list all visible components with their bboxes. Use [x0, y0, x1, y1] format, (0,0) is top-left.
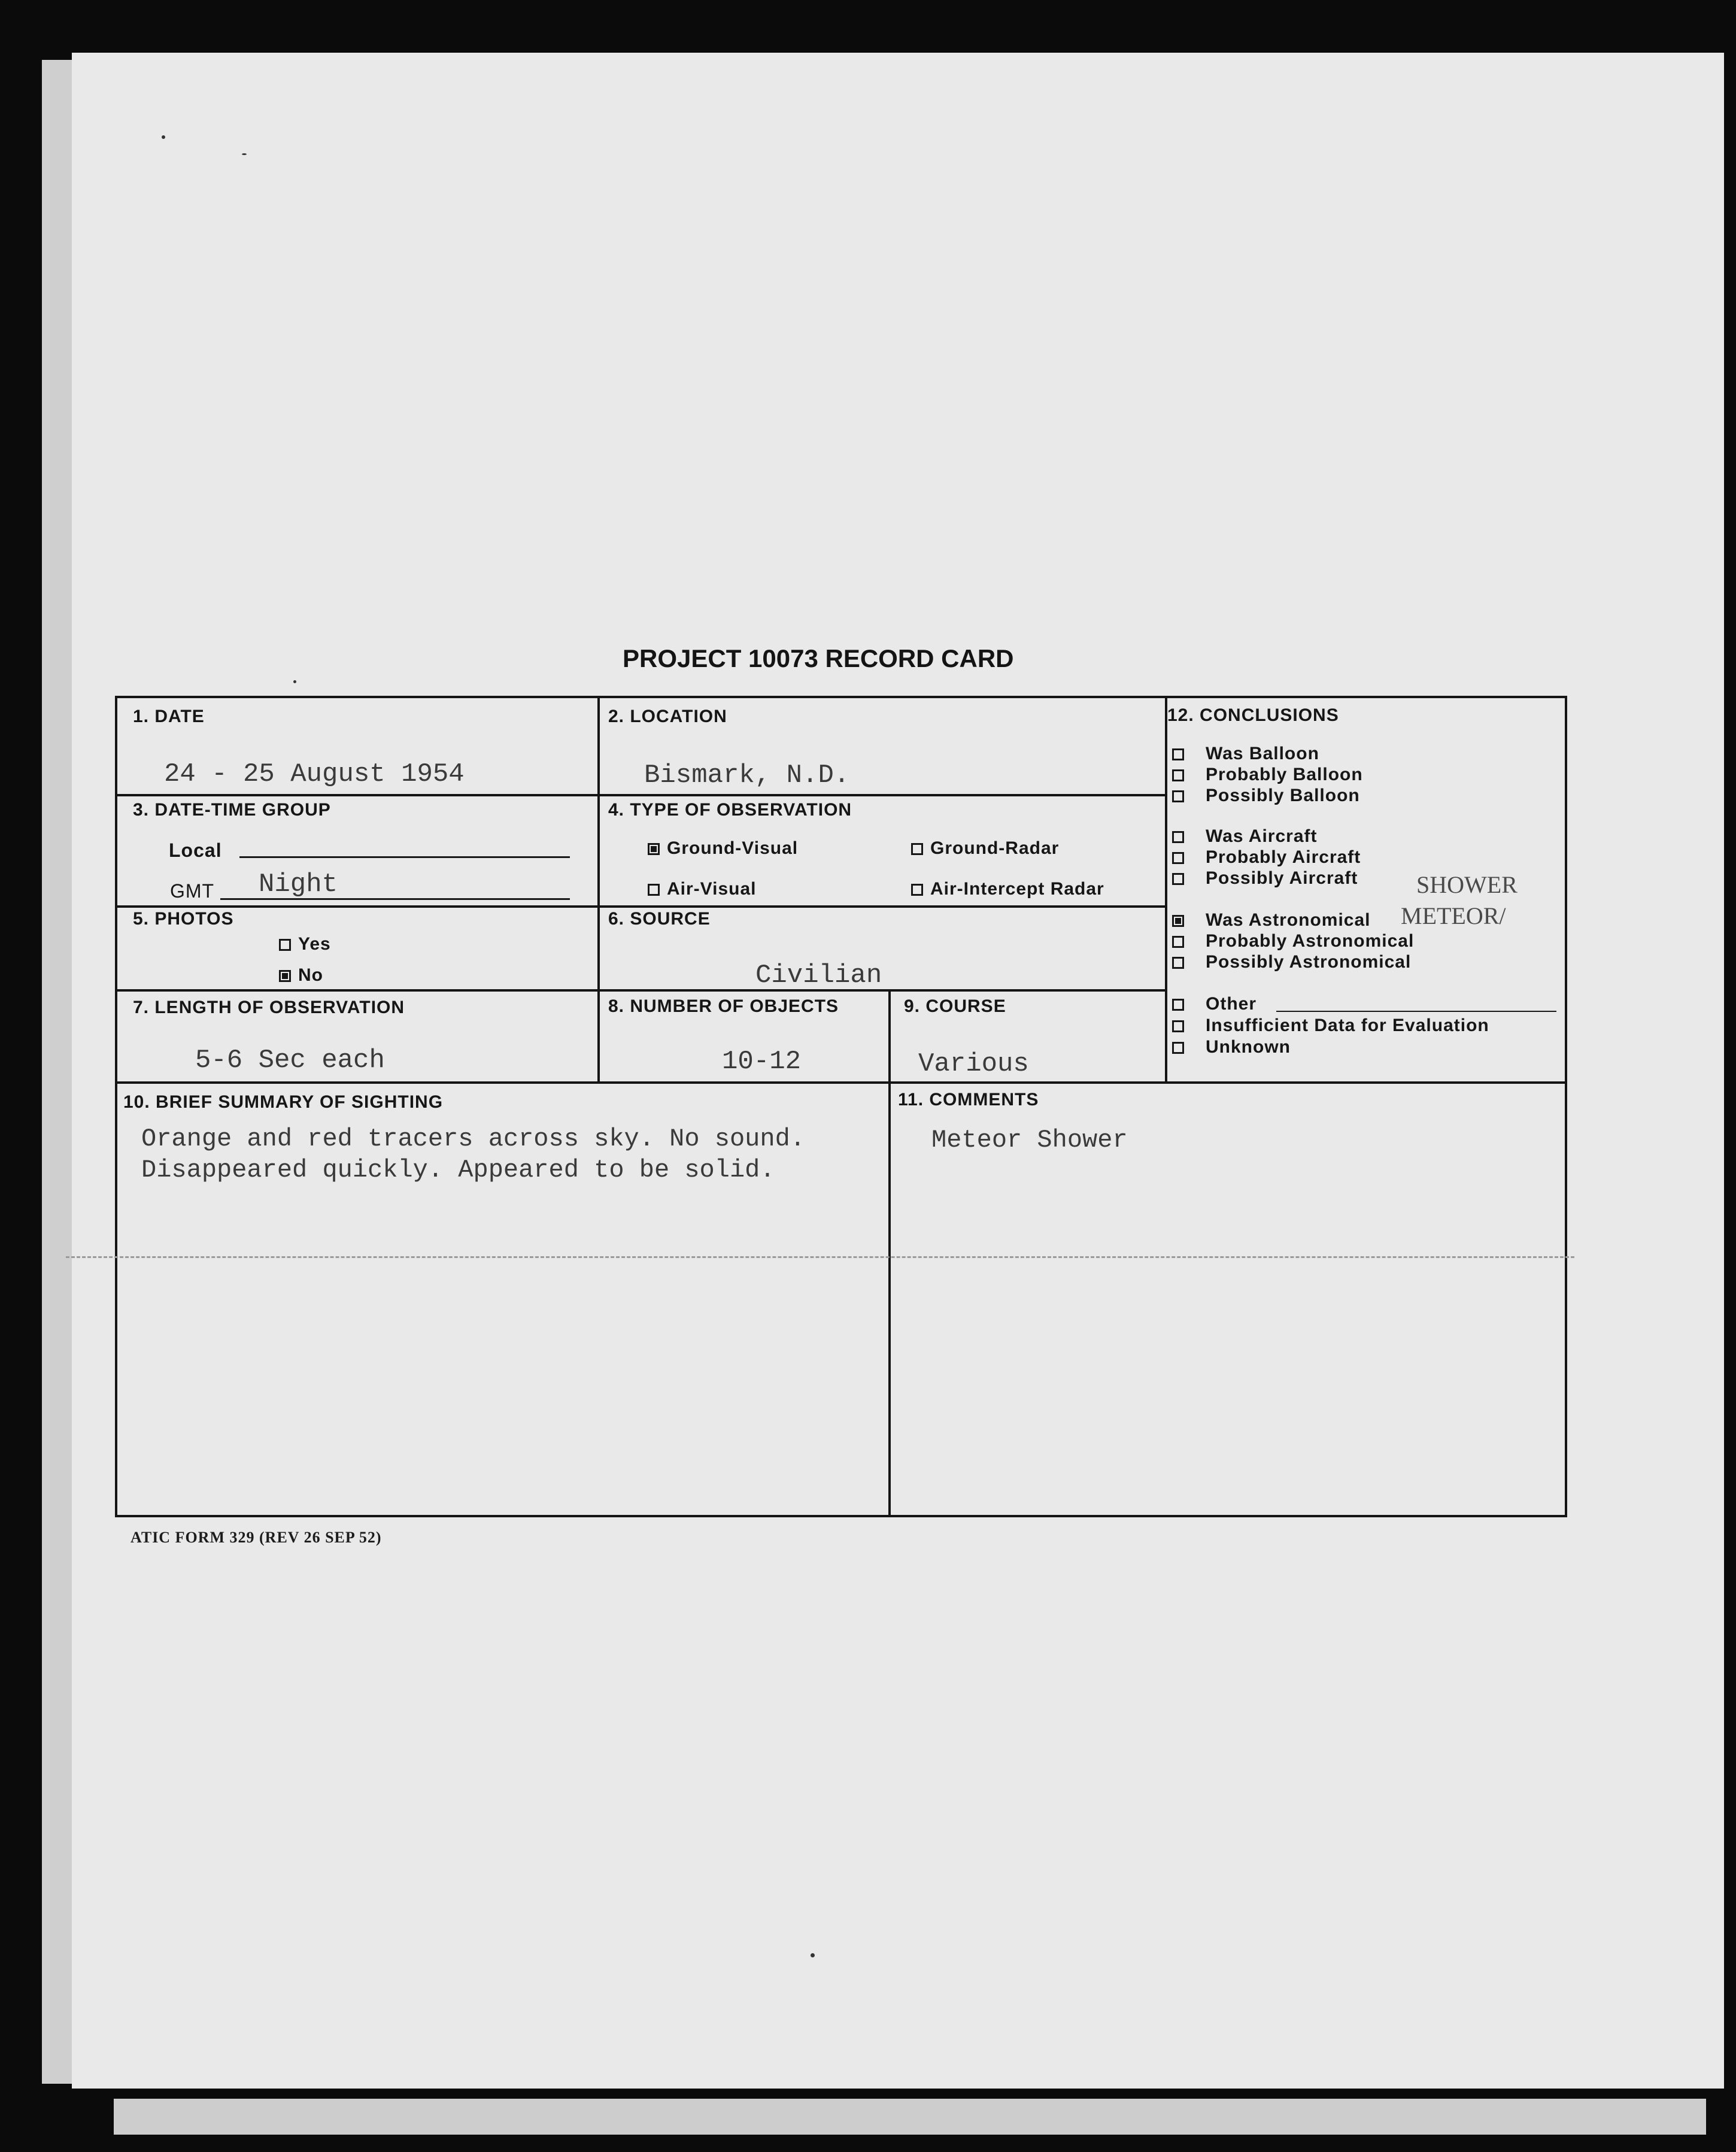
date-time-group-label: 3. DATE-TIME GROUP	[133, 800, 331, 820]
grid-line	[115, 794, 1167, 796]
summary-line: Orange and red tracers across sky. No sound.	[141, 1125, 805, 1153]
conclusion-probably-aircraft[interactable]: Probably Aircraft	[1172, 847, 1361, 868]
checkbox-icon	[1172, 915, 1184, 927]
photos-yes[interactable]: Yes	[279, 934, 331, 954]
conclusion-probably-balloon[interactable]: Probably Balloon	[1172, 765, 1363, 785]
conclusions-label: 12. CONCLUSIONS	[1167, 705, 1339, 725]
checkbox-icon	[279, 970, 291, 982]
conclusion-possibly-balloon[interactable]: Possibly Balloon	[1172, 786, 1360, 806]
checkbox-icon	[1172, 957, 1184, 969]
scan-edge-strip	[114, 2099, 1706, 2135]
length-value: 5-6 Sec each	[195, 1045, 385, 1075]
checkbox-icon	[279, 939, 291, 951]
conclusion-possibly-aircraft[interactable]: Possibly Aircraft	[1172, 868, 1358, 889]
photos-no[interactable]: No	[279, 965, 323, 986]
source-label: 6. SOURCE	[608, 909, 711, 929]
option-ground-visual[interactable]: Ground-Visual	[648, 838, 798, 859]
conclusion-insufficient-data[interactable]: Insufficient Data for Evaluation	[1172, 1016, 1489, 1036]
conclusion-was-balloon[interactable]: Was Balloon	[1172, 744, 1319, 764]
local-label: Local	[169, 839, 222, 861]
option-air-visual[interactable]: Air-Visual	[648, 879, 757, 899]
option-air-intercept-radar[interactable]: Air-Intercept Radar	[911, 879, 1104, 899]
summary-label: 10. BRIEF SUMMARY OF SIGHTING	[123, 1092, 444, 1112]
checkbox-icon	[911, 843, 923, 855]
objects-value: 10-12	[722, 1047, 802, 1077]
local-underline	[239, 856, 570, 858]
checkbox-icon	[911, 884, 923, 896]
summary-line: Disappeared quickly. Appeared to be solid.	[141, 1156, 775, 1184]
course-label: 9. COURSE	[904, 996, 1006, 1016]
gmt-label: GMT	[170, 880, 215, 902]
checkbox-icon	[1172, 790, 1184, 802]
speck	[242, 153, 247, 155]
observation-type-label: 4. TYPE OF OBSERVATION	[608, 800, 852, 820]
source-value: Civilian	[755, 960, 882, 990]
checkbox-icon	[1172, 936, 1184, 948]
handwritten-annotation-shower: SHOWER	[1416, 871, 1518, 898]
scan-artifact-line	[66, 1256, 1574, 1258]
other-underline	[1276, 1011, 1556, 1012]
speck	[162, 135, 165, 139]
checkbox-icon	[1172, 999, 1184, 1011]
conclusion-other[interactable]: Other	[1172, 994, 1257, 1014]
conclusion-was-aircraft[interactable]: Was Aircraft	[1172, 826, 1318, 847]
handwritten-annotation-meteor: METEOR/	[1401, 902, 1506, 929]
checkbox-icon	[1172, 831, 1184, 843]
card-title: PROJECT 10073 RECORD CARD	[623, 644, 1014, 672]
grid-line	[115, 1081, 1567, 1084]
checkbox-icon	[1172, 1020, 1184, 1032]
checkbox-icon	[1172, 873, 1184, 885]
conclusion-was-astronomical[interactable]: Was Astronomical	[1172, 910, 1371, 930]
speck	[293, 680, 296, 683]
checkbox-icon	[1172, 1042, 1184, 1054]
checkbox-icon	[1172, 769, 1184, 781]
location-label: 2. LOCATION	[608, 707, 727, 726]
grid-line	[115, 905, 1167, 908]
location-value: Bismark, N.D.	[644, 760, 850, 790]
checkbox-icon	[1172, 852, 1184, 864]
comments-value: Meteor Shower	[931, 1126, 1128, 1154]
date-label: 1. DATE	[133, 707, 205, 726]
grid-line	[888, 989, 891, 1517]
checkbox-icon	[648, 843, 660, 855]
objects-label: 8. NUMBER OF OBJECTS	[608, 996, 839, 1016]
grid-line	[115, 989, 1167, 992]
gmt-value: Night	[259, 869, 338, 899]
comments-label: 11. COMMENTS	[898, 1090, 1039, 1110]
photos-label: 5. PHOTOS	[133, 909, 234, 929]
grid-line	[1165, 696, 1167, 1081]
conclusion-unknown[interactable]: Unknown	[1172, 1037, 1291, 1057]
speck	[811, 1953, 815, 1957]
form-number: ATIC FORM 329 (REV 26 SEP 52)	[130, 1529, 382, 1546]
checkbox-icon	[648, 884, 660, 896]
date-value: 24 - 25 August 1954	[164, 759, 465, 789]
length-label: 7. LENGTH OF OBSERVATION	[133, 998, 405, 1017]
conclusion-probably-astronomical[interactable]: Probably Astronomical	[1172, 931, 1414, 951]
checkbox-icon	[1172, 748, 1184, 760]
conclusion-possibly-astronomical[interactable]: Possibly Astronomical	[1172, 952, 1411, 972]
course-value: Various	[918, 1049, 1029, 1079]
option-ground-radar[interactable]: Ground-Radar	[911, 838, 1059, 859]
grid-line	[597, 696, 600, 1081]
